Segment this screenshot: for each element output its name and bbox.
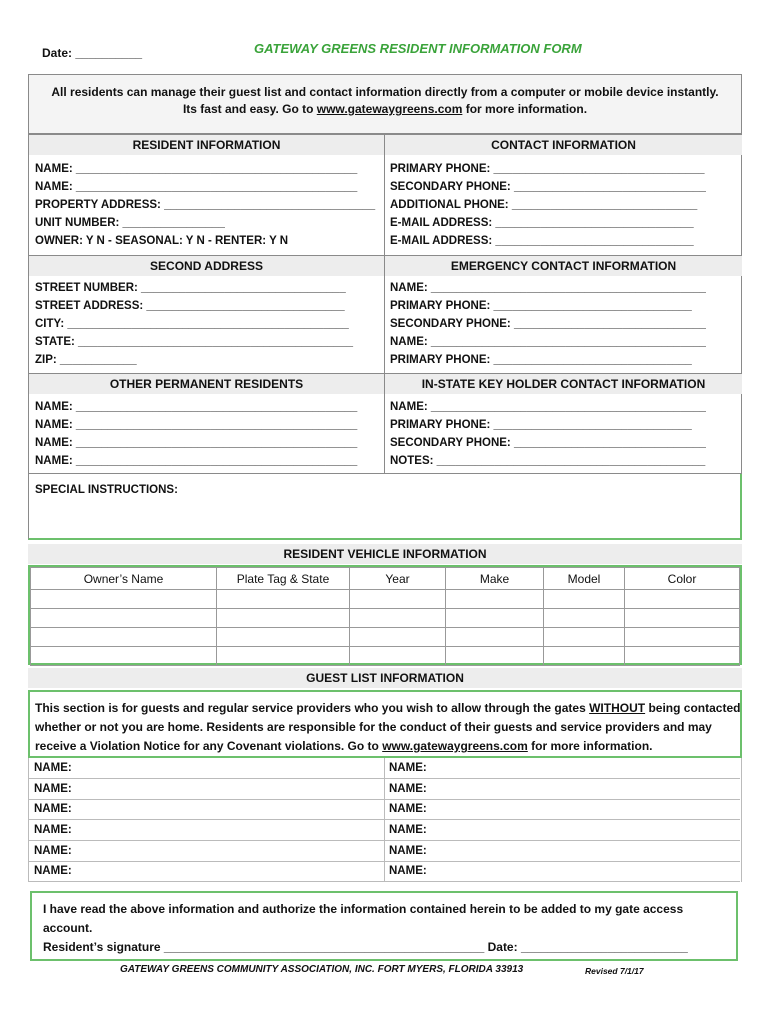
authorization-line-2: account.	[43, 921, 93, 935]
guest-row-4[interactable]	[28, 820, 740, 841]
guest-text-line-2: whether or not you are home. Residents are responsible for the conduct of their guests and service providers and may	[35, 720, 712, 734]
secondary-phone[interactable]: SECONDARY PHONE: ______________________________	[390, 181, 706, 193]
guest-name-label: NAME:	[34, 865, 72, 877]
residents-keyholder-section	[28, 374, 742, 474]
footer-association: GATEWAY GREENS COMMUNITY ASSOCIATION, INC. FORT MYERS, FLORIDA 33913	[120, 964, 524, 975]
intro-box	[28, 74, 742, 134]
other-resident-2[interactable]: NAME: ____________________________________________	[35, 419, 358, 431]
guest-text-1b: being contacted	[645, 701, 741, 715]
guest-text-line-1	[35, 699, 739, 718]
authorization-box	[30, 891, 738, 961]
special-instructions-box[interactable]	[28, 474, 742, 540]
guest-name-label: NAME:	[389, 865, 427, 877]
guest-name-label: NAME:	[34, 803, 72, 815]
key-holder-heading: IN-STATE KEY HOLDER CONTACT INFORMATION	[384, 374, 742, 394]
footer-revised: Revised 7/1/17	[585, 966, 644, 976]
intro-line-1: All residents can manage their guest list and contact information directly from a computer or mobile device instantly.	[51, 85, 719, 99]
guest-name-label: NAME:	[389, 845, 427, 857]
zip[interactable]: ZIP: ____________	[35, 354, 137, 366]
guest-name-label: NAME:	[34, 762, 72, 774]
guest-name-label: NAME:	[389, 762, 427, 774]
other-resident-1[interactable]: NAME: ____________________________________________	[35, 401, 358, 413]
key-holder-primary-phone[interactable]: PRIMARY PHONE: _______________________________	[390, 419, 692, 431]
guest-row-5[interactable]	[28, 841, 740, 862]
other-resident-3[interactable]: NAME: ____________________________________________	[35, 437, 358, 449]
emergency-primary-phone-2[interactable]: PRIMARY PHONE: _______________________________	[390, 354, 692, 366]
authorization-line-1: I have read the above information and authorize the information contained herein to be added to my gate access	[43, 902, 684, 916]
second-address-heading: SECOND ADDRESS	[29, 256, 384, 276]
guest-text	[35, 699, 739, 756]
col-color: Color	[625, 568, 740, 590]
emergency-primary-phone-1[interactable]: PRIMARY PHONE: _______________________________	[390, 300, 692, 312]
ownership-options[interactable]: OWNER: Y N - SEASONAL: Y N - RENTER: Y N	[35, 235, 289, 247]
emergency-name-2[interactable]: NAME: ___________________________________________	[390, 336, 706, 348]
key-holder-secondary-phone[interactable]: SECONDARY PHONE: ______________________________	[390, 437, 706, 449]
additional-phone[interactable]: ADDITIONAL PHONE: _____________________________	[390, 199, 698, 211]
guest-row-6[interactable]	[28, 861, 740, 882]
guest-text-line-3	[35, 737, 739, 756]
resident-name-1[interactable]: NAME: ____________________________________________	[35, 163, 358, 175]
resident-contact-section	[28, 134, 742, 256]
col-owner-name: Owner’s Name	[31, 568, 217, 590]
date-field[interactable]: Date: __________	[42, 46, 143, 60]
table-row[interactable]	[31, 628, 740, 647]
state[interactable]: STATE: ___________________________________________	[35, 336, 354, 348]
guest-name-label: NAME:	[389, 824, 427, 836]
form-title: GATEWAY GREENS RESIDENT INFORMATION FORM	[254, 41, 582, 56]
col-make: Make	[446, 568, 544, 590]
guest-text-without: WITHOUT	[589, 701, 646, 715]
guest-name-label: NAME:	[389, 783, 427, 795]
vehicle-table	[30, 567, 740, 666]
intro-line-2	[29, 101, 741, 118]
emergency-name-1[interactable]: NAME: ___________________________________________	[390, 282, 706, 294]
col-model: Model	[544, 568, 625, 590]
address-emergency-section	[28, 256, 742, 374]
resident-info-heading: RESIDENT INFORMATION	[29, 135, 384, 155]
guest-info-box	[28, 690, 742, 758]
street-number[interactable]: STREET NUMBER: ________________________________	[35, 282, 346, 294]
property-address[interactable]: PROPERTY ADDRESS: _________________________________	[35, 199, 376, 211]
street-address[interactable]: STREET ADDRESS: _______________________________	[35, 300, 345, 312]
guest-text-3a: receive a Violation Notice for any Covenant violations. Go to	[35, 739, 383, 753]
guest-row-1[interactable]	[28, 758, 740, 779]
guest-website-link[interactable]: www.gatewaygreens.com	[382, 739, 528, 753]
vehicle-table-box	[28, 565, 742, 665]
resident-name-2[interactable]: NAME: ____________________________________________	[35, 181, 358, 193]
key-holder-notes[interactable]: NOTES: __________________________________________	[390, 455, 706, 467]
table-row[interactable]	[31, 590, 740, 609]
guest-row-2[interactable]	[28, 779, 740, 800]
contact-info-heading: CONTACT INFORMATION	[384, 135, 742, 155]
intro-suffix: for more information.	[462, 102, 588, 116]
table-row[interactable]	[31, 647, 740, 666]
guest-row-3[interactable]	[28, 799, 740, 820]
guest-name-label: NAME:	[34, 824, 72, 836]
key-holder-name[interactable]: NAME: ___________________________________________	[390, 401, 706, 413]
emergency-secondary-phone[interactable]: SECONDARY PHONE: ______________________________	[390, 318, 706, 330]
vehicle-heading: RESIDENT VEHICLE INFORMATION	[28, 544, 742, 564]
unit-number[interactable]: UNIT NUMBER: ________________	[35, 217, 225, 229]
signature-date-line[interactable]: Resident’s signature ________________________________________________ Date: _________________________	[43, 940, 688, 954]
guest-text-1a: This section is for guests and regular service providers who you wish to allow through the gates	[35, 701, 590, 715]
vehicle-table-header	[31, 568, 740, 590]
website-link[interactable]: www.gatewaygreens.com	[316, 102, 463, 116]
email-address-2[interactable]: E-MAIL ADDRESS: _______________________________	[390, 235, 694, 247]
col-year: Year	[350, 568, 446, 590]
table-row[interactable]	[31, 609, 740, 628]
guest-heading: GUEST LIST INFORMATION	[28, 668, 742, 688]
guest-name-label: NAME:	[34, 783, 72, 795]
primary-phone[interactable]: PRIMARY PHONE: _________________________________	[390, 163, 705, 175]
col-plate-tag: Plate Tag & State	[217, 568, 350, 590]
other-residents-heading: OTHER PERMANENT RESIDENTS	[29, 374, 384, 394]
email-address-1[interactable]: E-MAIL ADDRESS: _______________________________	[390, 217, 694, 229]
special-instructions-label: SPECIAL INSTRUCTIONS:	[35, 484, 178, 496]
guest-name-label: NAME:	[389, 803, 427, 815]
guest-name-label: NAME:	[34, 845, 72, 857]
city[interactable]: CITY: ____________________________________________	[35, 318, 349, 330]
guest-text-3b: for more information.	[527, 739, 653, 753]
other-resident-4[interactable]: NAME: ____________________________________________	[35, 455, 358, 467]
emergency-contact-heading: EMERGENCY CONTACT INFORMATION	[384, 256, 742, 276]
intro-prefix: Its fast and easy. Go to	[182, 102, 317, 116]
